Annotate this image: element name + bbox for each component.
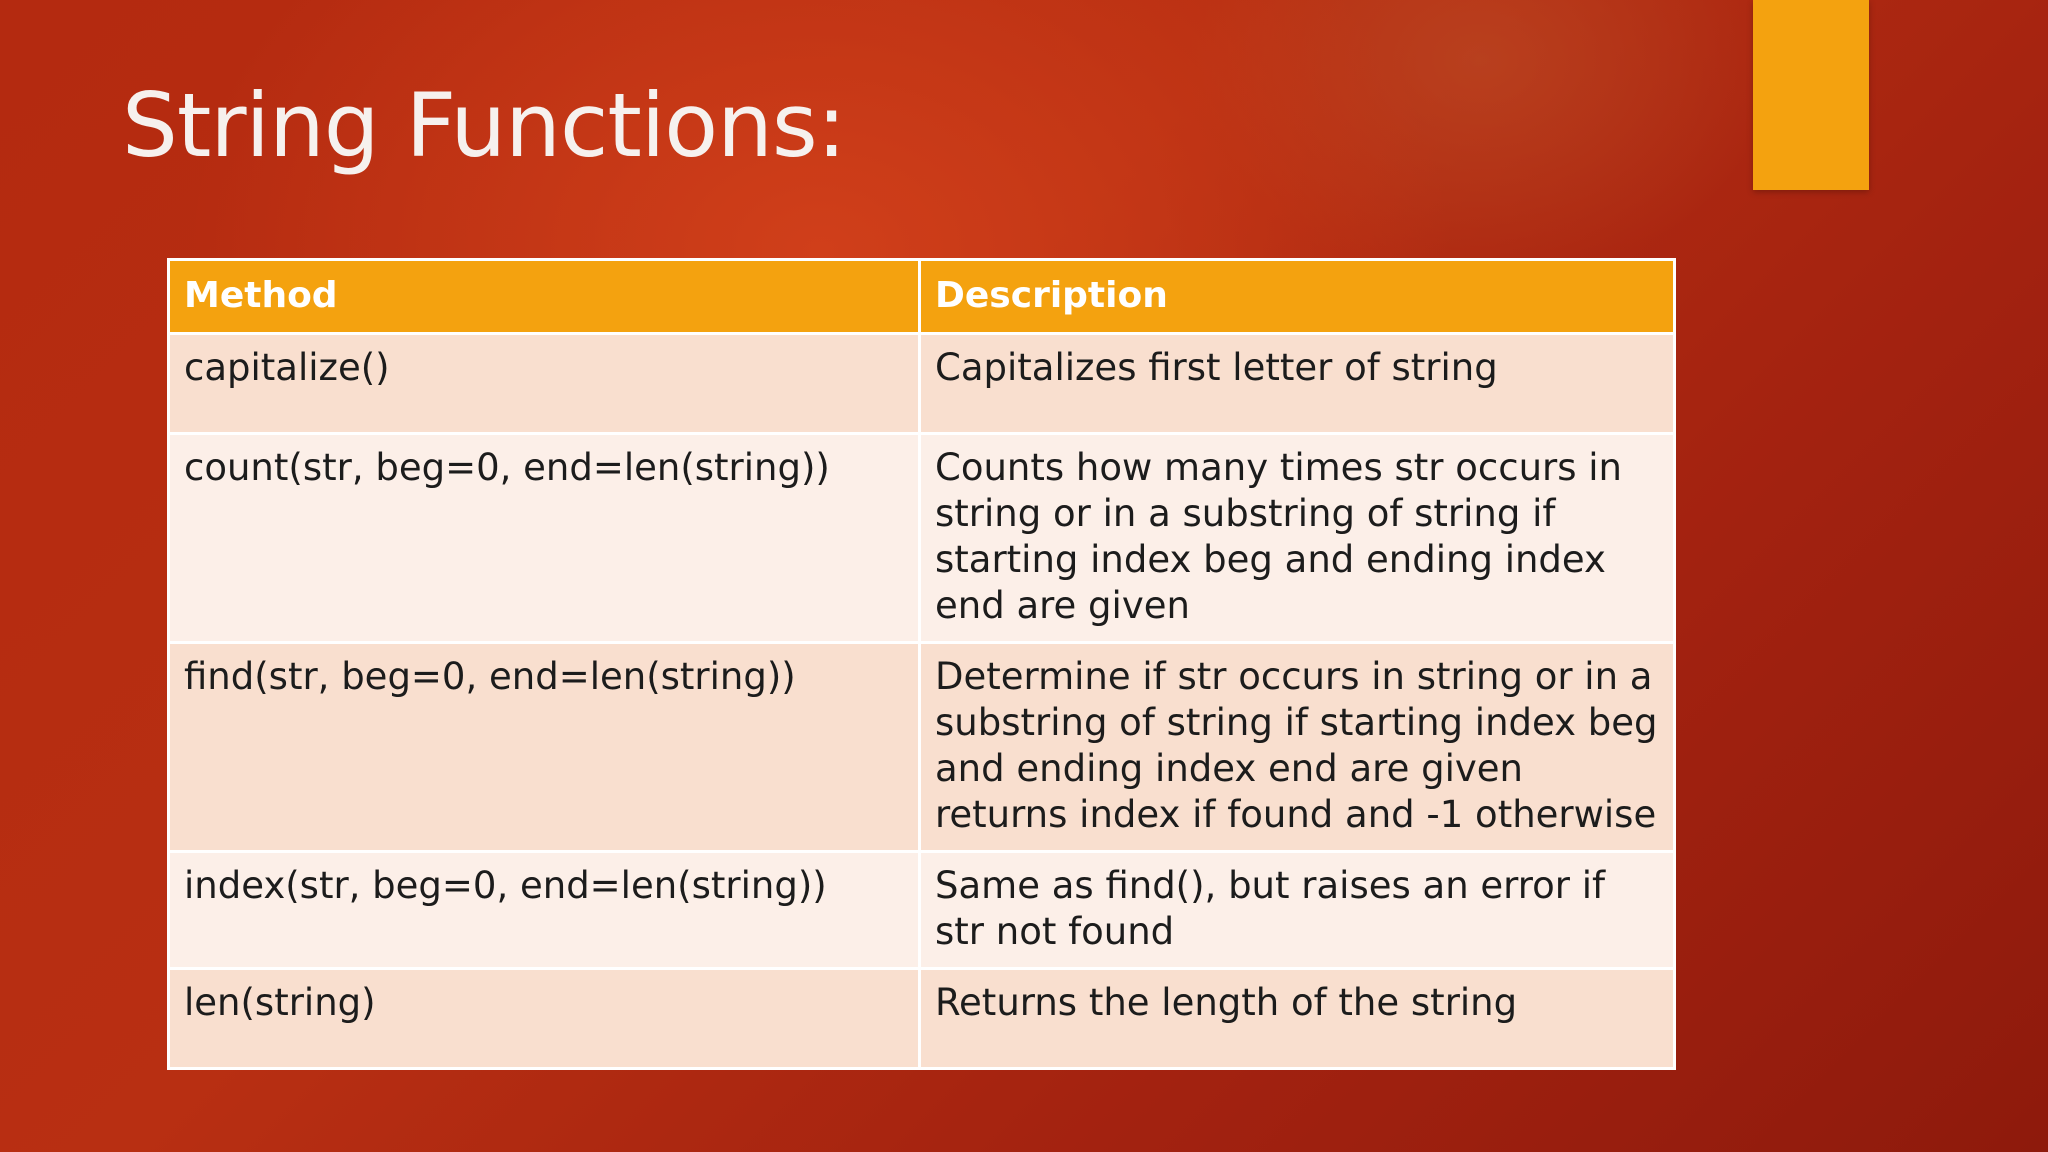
table-row bbox=[169, 852, 1675, 969]
table bbox=[167, 258, 1676, 1070]
method-cell: len(string) bbox=[169, 969, 920, 1069]
table-header-row bbox=[169, 260, 1675, 334]
description-cell: Returns the length of the string bbox=[920, 969, 1675, 1069]
header-description: Description bbox=[920, 260, 1675, 334]
table-row bbox=[169, 643, 1675, 852]
slide-title: String Functions: bbox=[122, 74, 846, 177]
method-cell: count(str, beg=0, end=len(string)) bbox=[169, 434, 920, 643]
description-cell: Same as find(), but raises an error if str not found bbox=[920, 852, 1675, 969]
description-cell: Capitalizes first letter of string bbox=[920, 334, 1675, 434]
description-cell: Determine if str occurs in string or in a substring of string if starting index beg and ending index end are given returns index if found and -1 otherwise bbox=[920, 643, 1675, 852]
header-method: Method bbox=[169, 260, 920, 334]
method-cell: capitalize() bbox=[169, 334, 920, 434]
method-cell: index(str, beg=0, end=len(string)) bbox=[169, 852, 920, 969]
description-cell: Counts how many times str occurs in string or in a substring of string if starting index beg and ending index end are given bbox=[920, 434, 1675, 643]
table-row bbox=[169, 969, 1675, 1069]
string-functions-table bbox=[167, 258, 1673, 1070]
table-row bbox=[169, 434, 1675, 643]
accent-bar bbox=[1753, 0, 1869, 190]
method-cell: find(str, beg=0, end=len(string)) bbox=[169, 643, 920, 852]
table-row bbox=[169, 334, 1675, 434]
